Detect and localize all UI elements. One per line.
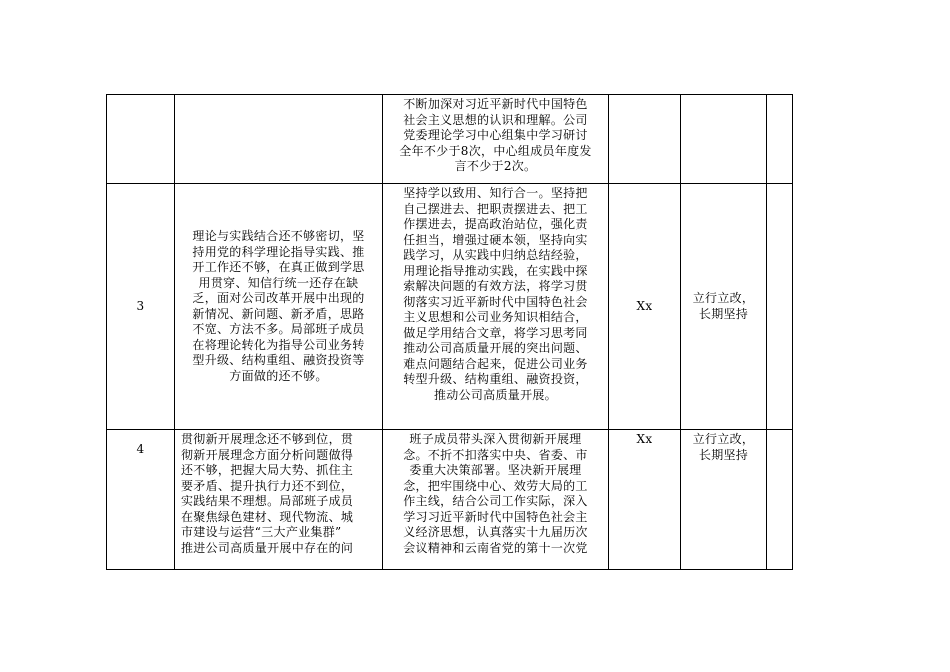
responsible-cell: Xx <box>609 184 681 430</box>
deadline-cell <box>681 95 767 184</box>
rectification-table <box>106 94 793 570</box>
row-number-cell: 4 <box>107 430 175 570</box>
measures-cell: 不断加深对习近平新时代中国特色 社会主义思想的认识和理解。公司 党委理论学习中心组集中学习研讨 全年不少于8次，中心组成员年度发 言不少于2次。 <box>383 95 609 184</box>
table-row <box>107 95 793 184</box>
problem-cell: 贯彻新开展理念还不够到位，贯 彻新开展理念方面分析问题做得 还不够，把握大局大势、抓住主 要矛盾、提升执行力还不到位， 实践结果不理想。局部班子成员 在聚焦绿色建材、现代物流、城 市建设与运营“三大产业集群” 推进公司高质量开展中存在的问 <box>175 430 383 570</box>
remark-cell <box>767 95 793 184</box>
table-row <box>107 184 793 430</box>
row-number-cell: 3 <box>107 184 175 430</box>
remark-cell <box>767 430 793 570</box>
measures-cell: 班子成员带头深入贯彻新开展理 念。不折不扣落实中央、省委、市 委重大决策部署。坚决新开展理 念，把牢围绕中心、效劳大局的工 作主线，结合公司工作实际，深入 学习习近平新时代中国特色社会主 义经济思想，认真落实十九届历次 会议精神和云南省党的第十一次党 <box>383 430 609 570</box>
deadline-cell: 立行立改， 长期坚持 <box>681 184 767 430</box>
problem-cell <box>175 95 383 184</box>
remark-cell <box>767 184 793 430</box>
responsible-cell <box>609 95 681 184</box>
responsible-cell: Xx <box>609 430 681 570</box>
measures-cell: 坚持学以致用、知行合一。坚持把 自己摆进去、把职责摆进去、把工 作摆进去，提高政治站位，强化责 任担当，增强过硬本领，坚持向实 践学习，从实践中归纳总结经验， 用理论指导推动实践，在实践中探 索解决问题的有效方法，将学习贯 彻落实习近平新时代中国特色社会 主义思想和公司业务知识相结合， 做足学用结合文章，将学习思考同 推动公司高质量开展的突出问题、 难点问题结合起来，促进公司业务 转型升级、结构重组、融资投资， 推动公司高质量开展。 <box>383 184 609 430</box>
problem-cell: 理论与实践结合还不够密切，坚 持用党的科学理论指导实践、推 开工作还不够，在真正做到学思 用贯穿、知信行统一还存在缺 乏，面对公司改革开展中出现的 新情况、新问题、新矛盾，思路 不宽、方法不多。局部班子成员 在将理论转化为指导公司业务转 型升级、结构重组、融资投资等 方面做的还不够。 <box>175 184 383 430</box>
table-row <box>107 430 793 570</box>
row-number-cell <box>107 95 175 184</box>
deadline-cell: 立行立改， 长期坚持 <box>681 430 767 570</box>
